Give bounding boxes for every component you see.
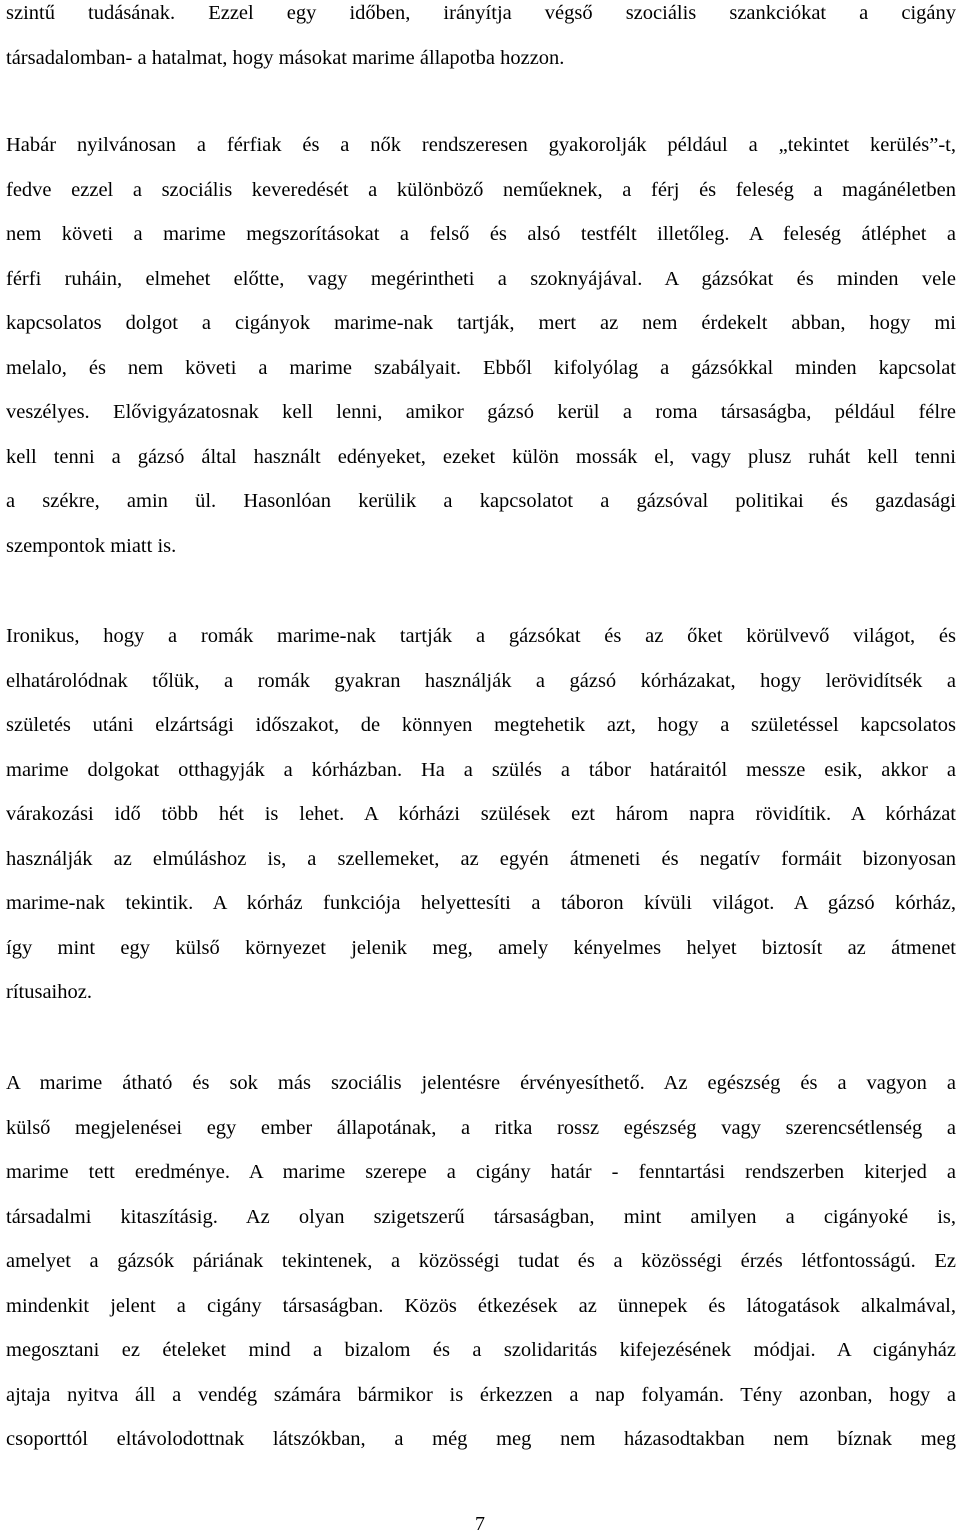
text-line: marime tett eredménye. A marime szerepe a cigány határ - fenntartási rendszerben kiterjed a [6,1161,956,1183]
text-line: kell tenni a gázsó által használt edényeket, ezeket külön mossák el, vagy plusz ruhát kell tenni [6,445,956,468]
text-line: a székre, amin ül. Hasonlóan kerülik a kapcsolatot a gázsóval politikai és gazdasági [6,490,956,512]
text-line: társadalomban- a hatalmat, hogy másokat marime állapotba hozzon. [6,46,565,69]
text-line: rítusaihoz. [6,981,92,1003]
paragraph-2 [6,123,956,568]
text-line: ajtaja nyitva áll a vendég számára bármikor is érkezzen a nap folyamán. Tény azonban, hogy a [6,1383,956,1406]
page-number: 7 [475,1513,485,1535]
text-line: veszélyes. Elővigyázatosnak kell lenni, amikor gázsó kerül a roma társaságba, például félre [6,401,956,423]
text-line: melalo, és nem követi a marime szabályait. Ebből kifolyólag a gázsókkal minden kapcsolat [6,356,956,379]
text-line: Ironikus, hogy a romák marime-nak tartják a gázsókat és az őket körülvevő világot, és [6,625,956,647]
text-line: így mint egy külső környezet jelenik meg, amely kényelmes helyet biztosít az átmenet [6,936,956,959]
text-line: mindenkit jelent a cigány társaságban. Közös étkezések az ünnepek és látogatások alkalmával, [6,1294,956,1317]
text-line: szintű tudásának. Ezzel egy időben, irányítja végső szociális szankciókat a cigány [6,2,956,24]
text-line: A marime átható és sok más szociális jelentésre érvényesíthető. Az egészség és a vagyon a [6,1072,956,1094]
text-line: szempontok miatt is. [6,534,177,557]
text-line: csoporttól eltávolodottnak látszókban, a még meg nem házasodtakban nem bíznak meg [6,1428,956,1450]
text-line: amelyet a gázsók páriának tekintenek, a közösségi tudat és a közösségi érzés létfontosságú. Ez [6,1250,956,1272]
paragraph-1 [6,0,956,80]
text-line: születés utáni elzártsági időszakot, de könnyen megtehetik azt, hogy a születéssel kapcsolatos [6,714,956,736]
text-line: várakozási idő több hét is lehet. A kórházi szülések ezt három napra rövidítik. A kórházat [6,803,956,825]
text-line: külső megjelenései egy ember állapotának, a ritka rossz egészség vagy szerencsétlenség a [6,1116,956,1139]
paragraph-3 [6,614,956,1015]
text-line: marime dolgokat otthagyják a kórházban. Ha a szülés a tábor határaitól messze esik, akkor a [6,758,956,781]
paragraph-4 [6,1061,956,1462]
text-line: marime-nak tekintik. A kórház funkciója helyettesíti a táboron kívüli világot. A gázsó kórház, [6,892,956,914]
text-line: megosztani ez ételeket mind a bizalom és a szolidaritás kifejezésének módjai. A cigányház [6,1339,956,1361]
text-line: Habár nyilvánosan a férfiak és a nők rendszeresen gyakorolják például a „tekintet kerülés”-t, [6,134,956,156]
text-line: társadalmi kitaszításig. Az olyan szigetszerű társaságban, mint amilyen a cigányoké is, [6,1205,956,1228]
text-line: fedve ezzel a szociális keveredését a különböző neműeknek, a férj és feleség a magánéletben [6,178,956,201]
text-line: elhatárolódnak tőlük, a romák gyakran használják a gázsó kórházakat, hogy lerövidítsék a [6,669,956,692]
text-line: nem követi a marime megszorításokat a felső és alsó testfélt illetőleg. A feleség átléphet a [6,223,956,245]
text-line: kapcsolatos dolgot a cigányok marime-nak tartják, mert az nem érdekelt abban, hogy mi [6,312,956,334]
text-line: használják az elmúláshoz is, a szellemeket, az egyén átmeneti és negatív formáit bizonyosan [6,847,956,870]
text-line: férfi ruháin, elmehet előtte, vagy megérintheti a szoknyájával. A gázsókat és minden vele [6,267,956,290]
